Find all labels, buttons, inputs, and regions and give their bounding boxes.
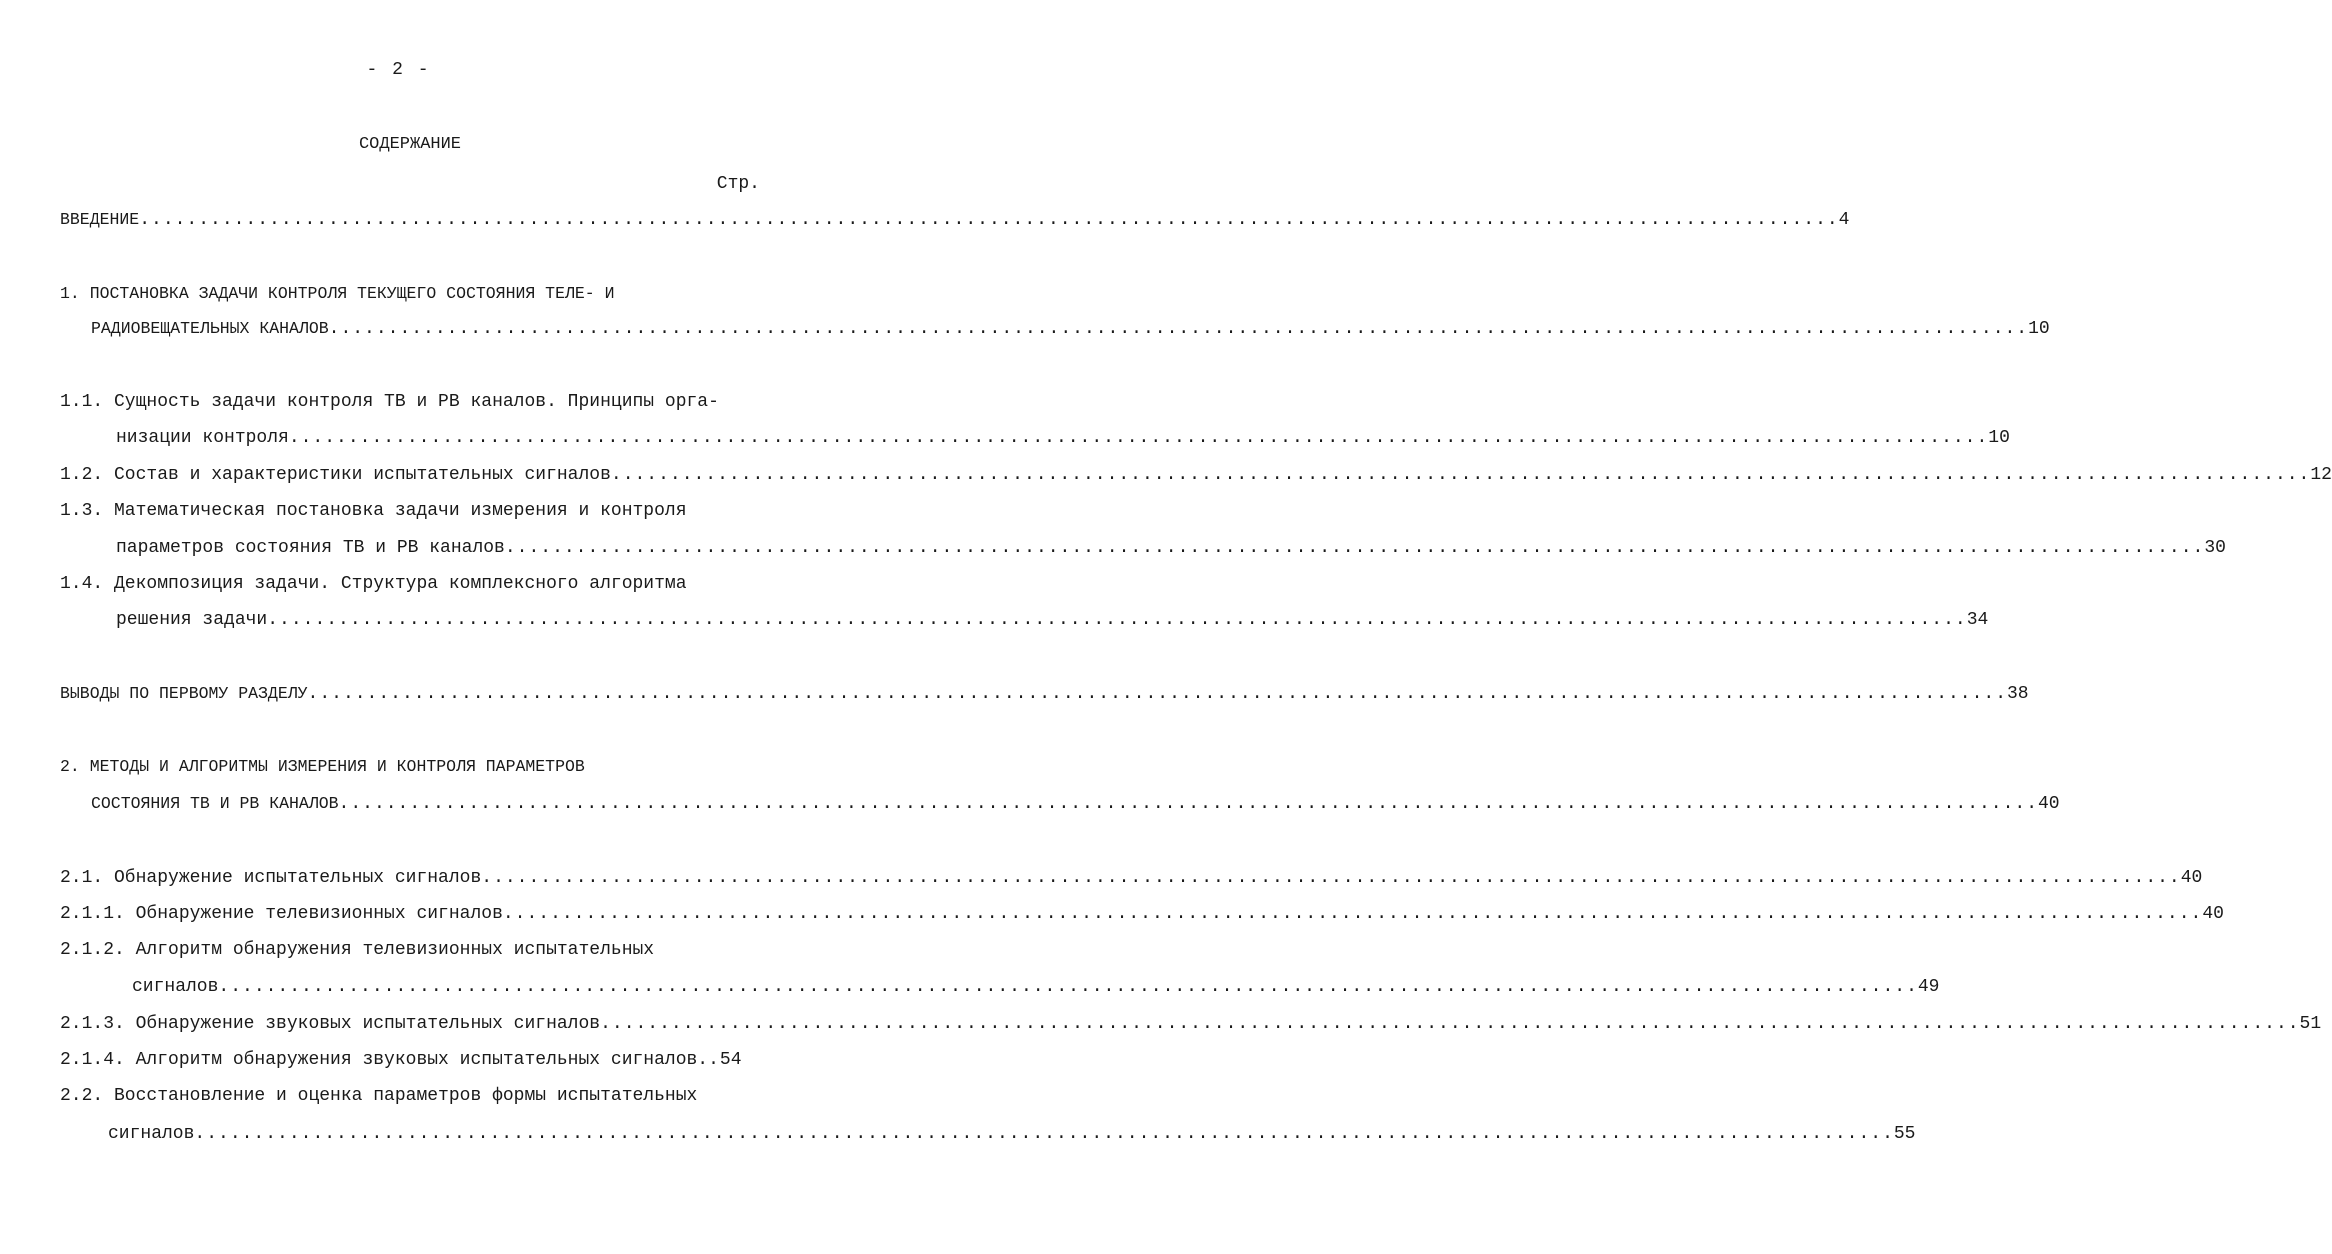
toc-entry-page: 34 — [1966, 610, 1989, 630]
dot-leader: ................................................................................................................................................ — [194, 1124, 1894, 1144]
toc-entry-text: 2.1. Обнаружение испытательных сигналов — [60, 868, 482, 888]
dot-leader: ................................................................................................................................................ — [600, 1014, 2300, 1034]
toc-entry-2-1-1 — [60, 901, 2224, 927]
toc-entry-conclusions-1 — [60, 681, 2029, 707]
page-number: - 2 - — [366, 60, 431, 80]
toc-entry-2-2-line1: 2.2. Восстановление и оценка параметров формы испытательных — [60, 1086, 698, 1106]
toc-entry-page: 55 — [1893, 1124, 1916, 1144]
dot-leader: ................................................................................................................................................ — [610, 465, 2311, 485]
toc-entry-text: 2.1.1. Обнаружение телевизионных сигналов — [60, 904, 503, 924]
toc-entry-intro — [60, 207, 1850, 233]
toc-entry-page: 30 — [2204, 538, 2226, 558]
toc-entry-section1-line1: 1. ПОСТАНОВКА ЗАДАЧИ КОНТРОЛЯ ТЕКУЩЕГО СОСТОЯНИЯ ТЕЛЕ- И — [60, 284, 615, 303]
toc-entry-page: 10 — [2028, 319, 2050, 339]
dot-leader: . — [708, 1050, 720, 1070]
toc-entry-page: 12 — [2310, 465, 2332, 485]
toc-entry-text: решения задачи — [116, 610, 268, 630]
toc-entry-text: сигналов — [108, 1124, 195, 1144]
dot-leader: ................................................................................................................................................ — [307, 684, 2007, 704]
toc-entry-page: 38 — [2007, 684, 2029, 704]
toc-entry-text: 1.2. Состав и характеристики испытательных сигналов — [60, 465, 611, 485]
toc-entry-text: сигналов — [132, 977, 219, 997]
dot-leader: ................................................................................................................................................ — [288, 428, 1989, 448]
toc-entry-page: 54 — [719, 1050, 742, 1070]
toc-entry-2-1-3 — [60, 1011, 2322, 1037]
toc-entry-section2-line1: 2. МЕТОДЫ И АЛГОРИТМЫ ИЗМЕРЕНИЯ И КОНТРОЛЯ ПАРАМЕТРОВ — [60, 757, 585, 776]
toc-entry-page: 49 — [1917, 977, 1940, 997]
dot-leader: ................................................................................................................................................ — [481, 868, 2181, 888]
toc-entry-page: 40 — [2202, 904, 2224, 924]
dot-leader: ................................................................................................................................................ — [338, 794, 2038, 814]
dot-leader: ................................................................................................................................................ — [267, 610, 1967, 630]
toc-entry-text: РАДИОВЕЩАТЕЛЬНЫХ КАНАЛОВ — [91, 319, 329, 338]
toc-entry-page: 40 — [2038, 794, 2060, 814]
toc-entry-1-2 — [60, 462, 2332, 488]
toc-entry-text: ВВЕДЕНИЕ — [60, 210, 140, 229]
toc-entry-1-1 — [116, 425, 2010, 451]
page-column-label: Стр. — [716, 174, 760, 194]
toc-entry-page: 10 — [1988, 428, 2010, 448]
dot-leader: ................................................................................................................................................ — [218, 977, 1918, 997]
toc-entry-1-4 — [116, 607, 1989, 633]
toc-entry-2-1 — [60, 865, 2203, 891]
toc-heading: СОДЕРЖАНИЕ — [358, 135, 462, 154]
toc-entry-2-1-4 — [60, 1047, 752, 1073]
dot-leader: ................................................................................................................................................ — [504, 538, 2205, 558]
toc-entry-page: 4 — [1838, 210, 1850, 230]
toc-entry-section1 — [91, 316, 2050, 342]
toc-entry-text: СОСТОЯНИЯ ТВ И РВ КАНАЛОВ — [91, 794, 339, 813]
toc-entry-text: 2.1.3. Обнаружение звуковых испытательных сигналов — [60, 1014, 601, 1034]
toc-entry-2-2 — [108, 1121, 1916, 1147]
toc-entry-1-3 — [116, 535, 2226, 561]
toc-entry-2-1-2-line1: 2.1.2. Алгоритм обнаружения телевизионных испытательных — [60, 940, 655, 960]
toc-entry-text: параметров состояния ТВ и РВ каналов — [116, 538, 505, 558]
toc-entry-page: 51 — [2299, 1014, 2322, 1034]
toc-entry-section2 — [91, 791, 2060, 817]
dot-leader: ................................................................................................................................................ — [139, 210, 1839, 230]
toc-entry-page: 40 — [2180, 868, 2203, 888]
toc-entry-1-3-line1: 1.3. Математическая постановка задачи измерения и контроля — [60, 501, 687, 521]
dot-leader: ................................................................................................................................................ — [328, 319, 2029, 339]
toc-entry-1-4-line1: 1.4. Декомпозиция задачи. Структура комплексного алгоритма — [60, 574, 687, 594]
toc-entry-2-1-2 — [132, 974, 1940, 1000]
toc-entry-text: низации контроля — [116, 428, 289, 448]
toc-entry-text: ВЫВОДЫ ПО ПЕРВОМУ РАЗДЕЛУ — [60, 684, 308, 703]
toc-entry-1-1-line1: 1.1. Сущность задачи контроля ТВ и РВ каналов. Принципы орга- — [60, 392, 719, 412]
dot-leader: ................................................................................................................................................ — [502, 904, 2203, 924]
toc-entry-text: 2.1.4. Алгоритм обнаружения звуковых испытательных сигналов. — [60, 1050, 709, 1070]
